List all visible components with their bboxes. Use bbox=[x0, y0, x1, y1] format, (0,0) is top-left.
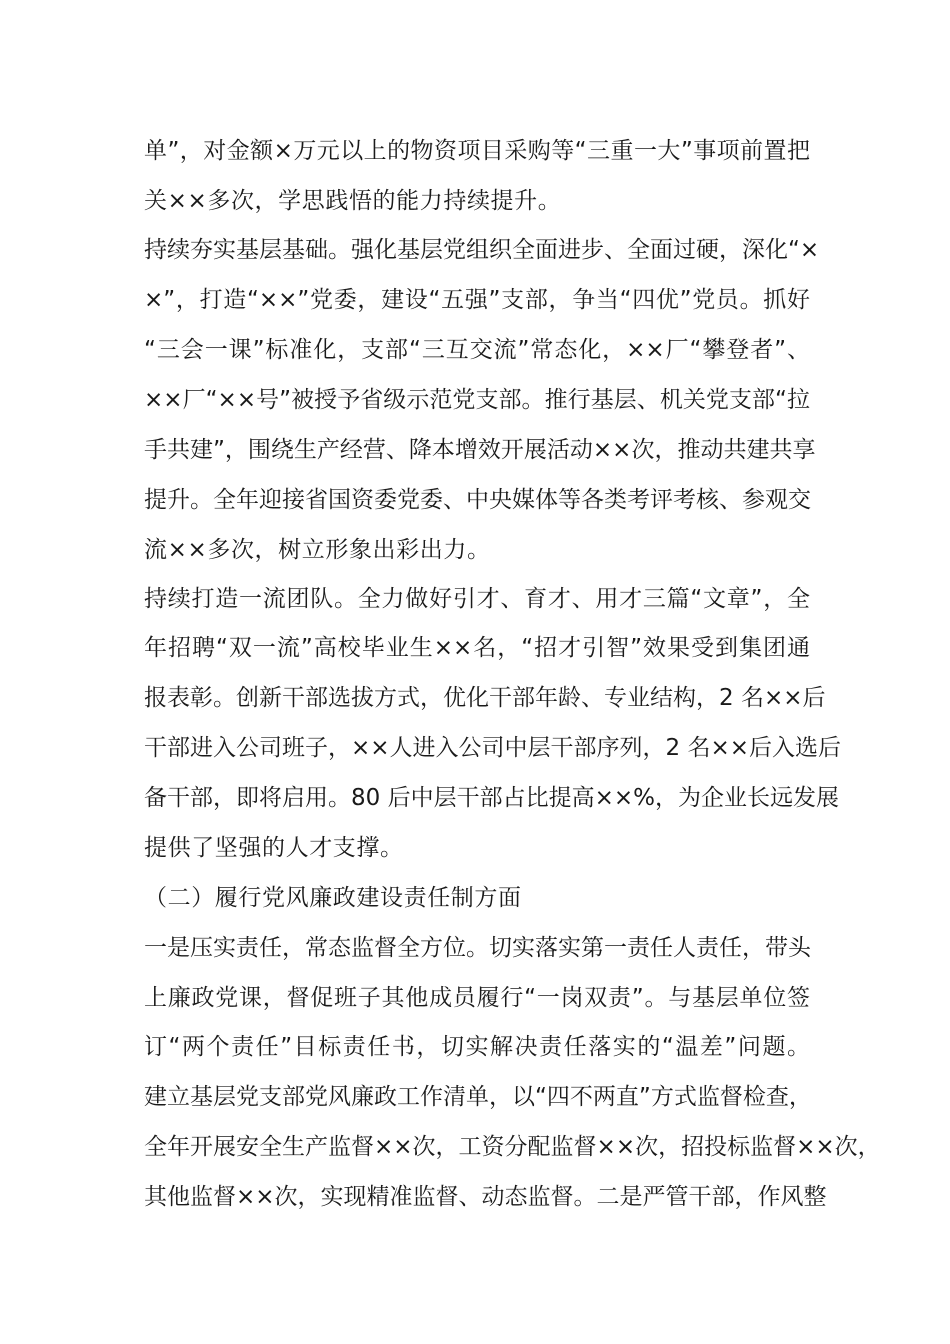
text-line: 全年开展安全生产监督××次，工资分配监督××次，招投标监督××次， bbox=[144, 1134, 881, 1160]
text-line: 提供了坚强的人才支撑。 bbox=[144, 835, 404, 861]
text-line: ×”，打造“××”党委，建设“五强”支部，争当“四优”党员。抓好 bbox=[144, 287, 810, 313]
text-line: 订“两个责任”目标责任书，切实解决责任落实的“温差”问题。 bbox=[144, 1034, 810, 1060]
text-line: 干部进入公司班子，××人进入公司中层干部序列，2 名××后入选后 bbox=[144, 735, 842, 761]
text-line: 一是压实责任，常态监督全方位。切实落实第一责任人责任，带头 bbox=[144, 935, 811, 961]
text-line: 提升。全年迎接省国资委党委、中央媒体等各类考评考核、参观交 bbox=[144, 487, 811, 513]
text-line: 备干部，即将启用。80 后中层干部占比提高××%，为企业长远发展 bbox=[144, 785, 839, 811]
text-line: 流××多次，树立形象出彩出力。 bbox=[144, 537, 491, 563]
text-line: 建立基层党支部党风廉政工作清单，以“四不两直”方式监督检查， bbox=[144, 1084, 812, 1110]
text-line: 持续打造一流团队。全力做好引才、育才、用才三篇“文章”，全 bbox=[144, 586, 810, 612]
text-line: 单”，对金额×万元以上的物资项目采购等“三重一大”事项前置把 bbox=[144, 138, 810, 164]
text-line: ××厂“××号”被授予省级示范党支部。推行基层、机关党支部“拉 bbox=[144, 387, 810, 413]
text-line: 关××多次，学思践悟的能力持续提升。 bbox=[144, 188, 562, 214]
text-line: 持续夯实基层基础。强化基层党组织全面进步、全面过硬，深化“× bbox=[144, 237, 820, 263]
text-line: 报表彰。创新干部选拔方式，优化干部年龄、专业结构，2 名××后 bbox=[144, 685, 826, 711]
text-line: 上廉政党课，督促班子其他成员履行“一岗双责”。与基层单位签 bbox=[144, 985, 810, 1011]
text-line: “三会一课”标准化，支部“三互交流”常态化，××厂“攀登者”、 bbox=[144, 337, 810, 363]
text-line: 手共建”，围绕生产经营、降本增效开展活动××次，推动共建共享 bbox=[144, 437, 816, 463]
section-heading: （二）履行党风廉政建设责任制方面 bbox=[144, 885, 522, 911]
text-line: 年招聘“双一流”高校毕业生××名，“招才引智”效果受到集团通 bbox=[144, 635, 810, 661]
text-line: 其他监督××次，实现精准监督、动态监督。二是严管干部，作风整 bbox=[144, 1184, 827, 1210]
